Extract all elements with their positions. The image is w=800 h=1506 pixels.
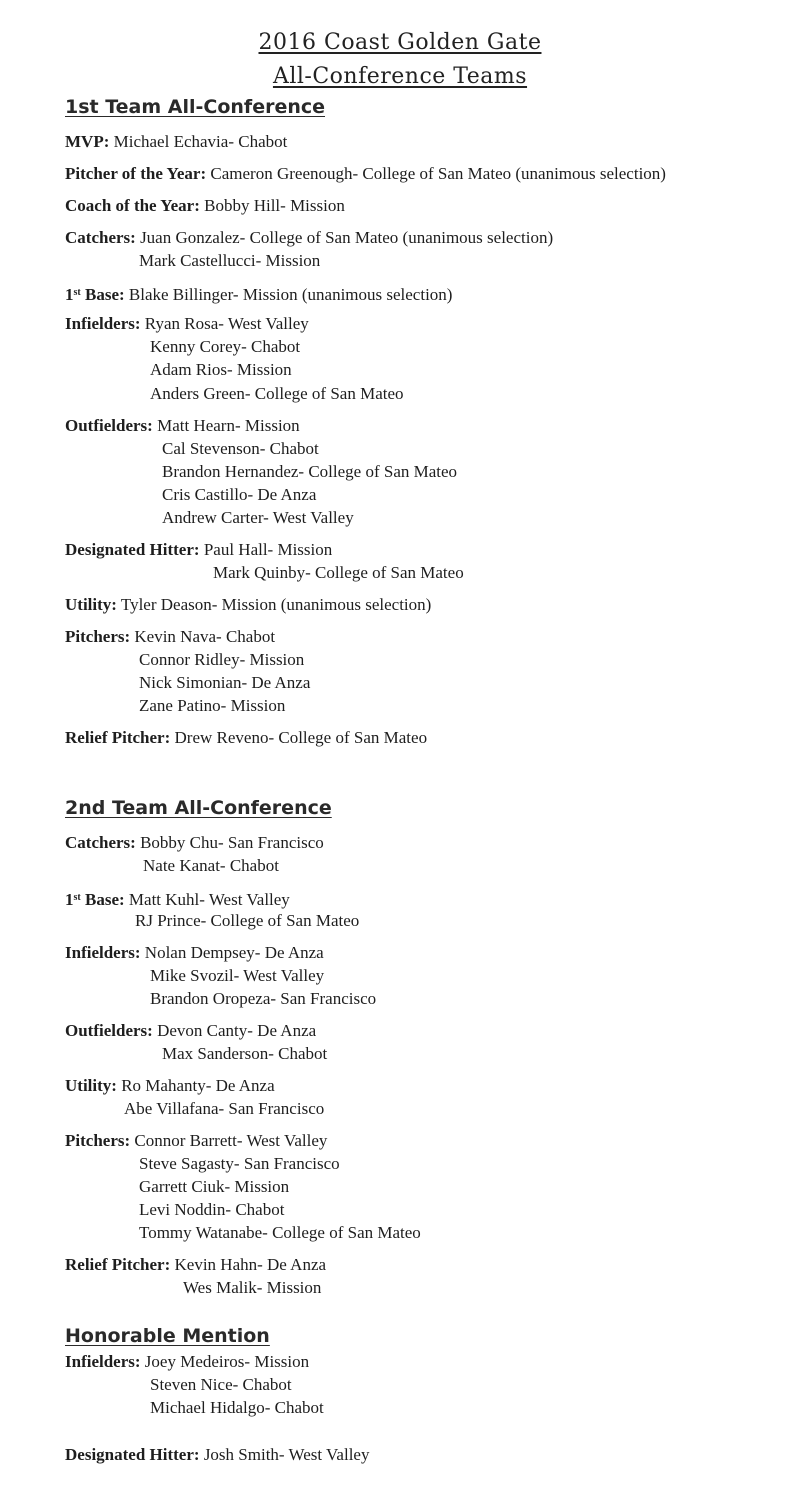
player: Juan Gonzalez- College of San Mateo (unanimous selection) bbox=[140, 228, 554, 247]
player: Connor Barrett- West Valley bbox=[134, 1131, 328, 1150]
coach-of-year-label: Coach of the Year: bbox=[65, 196, 200, 215]
coach-of-year-value: Bobby Hill- Mission bbox=[204, 196, 345, 215]
honorable-mention-heading: Honorable Mention bbox=[65, 1325, 270, 1347]
player: Michael Hidalgo- Chabot bbox=[150, 1398, 324, 1417]
infielders-label: Infielders: bbox=[65, 1352, 141, 1371]
first-team-catchers bbox=[65, 228, 553, 248]
relief-pitcher-label: Relief Pitcher: bbox=[65, 1255, 171, 1274]
first-team-infielders bbox=[65, 314, 309, 334]
player: Tommy Watanabe- College of San Mateo bbox=[139, 1223, 421, 1242]
catchers-label: Catchers: bbox=[65, 228, 136, 247]
player: Kevin Nava- Chabot bbox=[134, 627, 276, 646]
pitcher-of-year-label: Pitcher of the Year: bbox=[65, 164, 207, 183]
first-team-first-base bbox=[65, 283, 452, 305]
player: Matt Kuhl- West Valley bbox=[128, 890, 290, 909]
player: Paul Hall- Mission bbox=[203, 540, 333, 559]
first-team-outfielders bbox=[65, 416, 300, 436]
mvp-label: MVP: bbox=[65, 132, 110, 151]
player: Ryan Rosa- West Valley bbox=[144, 314, 309, 333]
page-title-line-2: All-Conference Teams bbox=[272, 64, 528, 89]
player: Connor Ridley- Mission bbox=[139, 650, 305, 669]
player: Devon Canty- De Anza bbox=[157, 1021, 317, 1040]
first-team-designated-hitter bbox=[65, 540, 332, 560]
player: Steve Sagasty- San Francisco bbox=[139, 1154, 340, 1173]
second-team-infielders bbox=[65, 943, 324, 963]
player: Ro Mahanty- De Anza bbox=[121, 1076, 275, 1095]
first-team-pitchers bbox=[65, 627, 275, 647]
utility-label: Utility: bbox=[65, 595, 117, 614]
honorable-mention-infielders bbox=[65, 1352, 309, 1372]
player: Nick Simonian- De Anza bbox=[139, 673, 311, 692]
player: Adam Rios- Mission bbox=[150, 360, 292, 379]
first-team-heading: 1st Team All-Conference bbox=[65, 96, 326, 118]
player: Wes Malik- Mission bbox=[183, 1278, 322, 1297]
player: Levi Noddin- Chabot bbox=[139, 1200, 285, 1219]
player: Garrett Ciuk- Mission bbox=[139, 1177, 290, 1196]
pitchers-label: Pitchers: bbox=[65, 627, 131, 646]
player: Zane Patino- Mission bbox=[139, 696, 286, 715]
outfielders-label: Outfielders: bbox=[65, 416, 153, 435]
player: Josh Smith- West Valley bbox=[203, 1445, 370, 1464]
player: Steven Nice- Chabot bbox=[150, 1375, 292, 1394]
player: Kevin Hahn- De Anza bbox=[174, 1255, 327, 1274]
page-title-line-1: 2016 Coast Golden Gate bbox=[258, 30, 542, 55]
player: Matt Hearn- Mission bbox=[157, 416, 300, 435]
honorable-mention-designated-hitter bbox=[65, 1445, 369, 1465]
second-team-catchers bbox=[65, 833, 324, 853]
player: Cris Castillo- De Anza bbox=[162, 485, 317, 504]
player: Brandon Hernandez- College of San Mateo bbox=[162, 462, 458, 481]
utility-label: Utility: bbox=[65, 1076, 117, 1095]
infielders-label: Infielders: bbox=[65, 943, 141, 962]
pitcher-of-year-value: Cameron Greenough- College of San Mateo (unanimous selection) bbox=[210, 164, 666, 183]
second-team-heading: 2nd Team All-Conference bbox=[65, 797, 332, 819]
second-team-first-base bbox=[65, 888, 290, 910]
player: Mark Quinby- College of San Mateo bbox=[213, 563, 464, 582]
first-team-utility bbox=[65, 595, 431, 615]
infielders-label: Infielders: bbox=[65, 314, 141, 333]
mvp-value: Michael Echavia- Chabot bbox=[113, 132, 288, 151]
player: Drew Reveno- College of San Mateo bbox=[174, 728, 428, 747]
player: Cal Stevenson- Chabot bbox=[162, 439, 319, 458]
first-base-label: 1st Base: bbox=[65, 285, 125, 304]
player: Nate Kanat- Chabot bbox=[143, 856, 279, 875]
player: Abe Villafana- San Francisco bbox=[124, 1099, 325, 1118]
player: Anders Green- College of San Mateo bbox=[150, 384, 404, 403]
player: Tyler Deason- Mission (unanimous selection) bbox=[120, 595, 432, 614]
second-team-relief-pitcher bbox=[65, 1255, 326, 1275]
player: Andrew Carter- West Valley bbox=[162, 508, 354, 527]
relief-pitcher-label: Relief Pitcher: bbox=[65, 728, 171, 747]
outfielders-label: Outfielders: bbox=[65, 1021, 153, 1040]
player: RJ Prince- College of San Mateo bbox=[135, 911, 360, 930]
player: Joey Medeiros- Mission bbox=[144, 1352, 310, 1371]
player: Brandon Oropeza- San Francisco bbox=[150, 989, 377, 1008]
catchers-label: Catchers: bbox=[65, 833, 136, 852]
second-team-utility bbox=[65, 1076, 275, 1096]
designated-hitter-label: Designated Hitter: bbox=[65, 540, 200, 559]
first-team-coach-of-year bbox=[65, 196, 345, 216]
first-team-mvp bbox=[65, 132, 287, 152]
first-team-relief-pitcher bbox=[65, 728, 427, 748]
first-team-pitcher-of-year bbox=[65, 164, 666, 184]
player: Mike Svozil- West Valley bbox=[150, 966, 325, 985]
player: Bobby Chu- San Francisco bbox=[140, 833, 324, 852]
pitchers-label: Pitchers: bbox=[65, 1131, 131, 1150]
player: Nolan Dempsey- De Anza bbox=[144, 943, 324, 962]
player: Mark Castellucci- Mission bbox=[139, 251, 321, 270]
player: Kenny Corey- Chabot bbox=[150, 337, 301, 356]
player: Blake Billinger- Mission (unanimous selection) bbox=[128, 285, 453, 304]
second-team-outfielders bbox=[65, 1021, 316, 1041]
first-base-label: 1st Base: bbox=[65, 890, 125, 909]
designated-hitter-label: Designated Hitter: bbox=[65, 1445, 200, 1464]
player: Max Sanderson- Chabot bbox=[162, 1044, 328, 1063]
second-team-pitchers bbox=[65, 1131, 327, 1151]
